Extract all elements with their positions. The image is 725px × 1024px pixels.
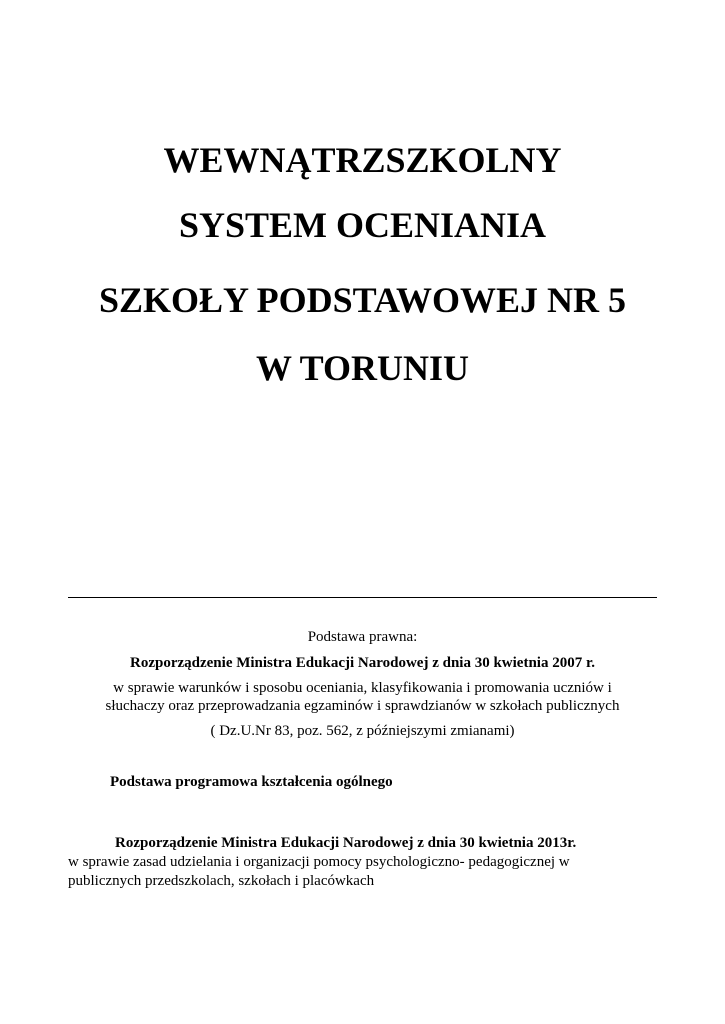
regulation-2013-line-1: w sprawie zasad udzielania i organizacji pomocy psychologiczno- pedagogicznej w bbox=[68, 854, 570, 870]
legal-basis-label: Podstawa prawna: bbox=[307, 629, 418, 645]
title-line-3: SZKOŁY PODSTAWOWEJ NR 5 bbox=[98, 280, 627, 320]
horizontal-divider bbox=[68, 597, 657, 598]
title-line-4: W TORUNIU bbox=[255, 348, 470, 388]
regulation-2013-line-2: publicznych przedszkolach, szkołach i placówkach bbox=[68, 873, 375, 889]
title-line-2: SYSTEM OCENIANIA bbox=[178, 205, 547, 245]
title-line-1: WEWNĄTRZSZKOLNY bbox=[163, 140, 562, 180]
program-basis-heading: Podstawa programowa kształcenia ogólnego bbox=[110, 774, 393, 790]
regulation-2007-reference: ( Dz.U.Nr 83, poz. 562, z późniejszymi zmianami) bbox=[210, 723, 515, 739]
regulation-2007-line-2: słuchaczy oraz przeprowadzania egzaminów i sprawdzianów w szkołach publicznych bbox=[105, 698, 620, 714]
regulation-2013-title: Rozporządzenie Ministra Edukacji Narodowej z dnia 30 kwietnia 2013r. bbox=[115, 835, 577, 851]
regulation-2007-line-1: w sprawie warunków i sposobu oceniania, klasyfikowania i promowania uczniów i bbox=[113, 680, 612, 696]
regulation-2007-title: Rozporządzenie Ministra Edukacji Narodowej z dnia 30 kwietnia 2007 r. bbox=[130, 655, 595, 671]
